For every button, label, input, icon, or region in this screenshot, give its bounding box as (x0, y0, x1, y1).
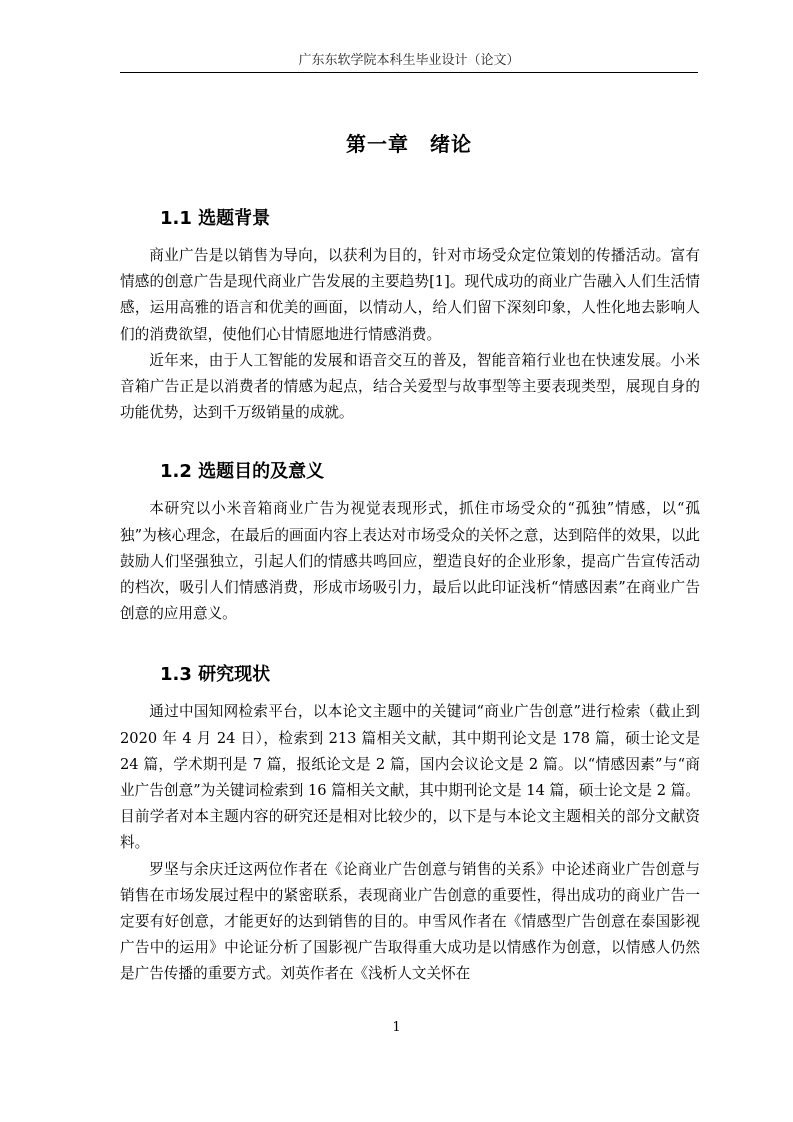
paragraph: 罗坚与余庆迁这两位作者在《论商业广告创意与销售的关系》中论述商业广告创意与销售在市场发展过程中的紧密联系，表现商业广告创意的重要性，得出成功的商业广告一定要有好创意，才能更好的达到销售的目的。申雪风作者在《情感型广告创意在泰国影视广告中的运用》中论证分析了国影视广告取得重大成功是以情感作为创意，以情感人仍然是广告传播的重要方式。刘英作者在《浅析人文关怀在 (120, 860, 700, 983)
header-rule (120, 72, 698, 73)
section-heading-1-3: 1.3 研究现状 (160, 664, 271, 686)
paragraph: 本研究以小米音箱商业广告为视觉表现形式，抓住市场受众的“孤独”情感，以“孤独”为核心理念，在最后的画面内容上表达对市场受众的关怀之意，达到陪伴的效果，以此鼓励人们坚强独立，引起人们的情感共鸣回应，塑造良好的企业形象，提高广告宣传活动的档次，吸引人们情感消费，形成市场吸引力，最后以此印证浅析“情感因素”在商业广告创意的应用意义。 (120, 500, 700, 623)
section-heading-1-2: 1.2 选题目的及意义 (160, 461, 325, 483)
paragraph: 商业广告是以销售为导向，以获利为目的，针对市场受众定位策划的传播活动。富有情感的创意广告是现代商业广告发展的主要趋势[1]。现代成功的商业广告融入人们生活情感，运用高雅的语言和优美的画面，以情动人，给人们留下深刻印象，人性化地去影响人们的消费欲望，使他们心甘情愿地进行情感消费。 (120, 247, 700, 343)
paragraph: 近年来，由于人工智能的发展和语音交互的普及，智能音箱行业也在快速发展。小米音箱广告正是以消费者的情感为起点，结合关爱型与故事型等主要表现类型，展现自身的功能优势，达到千万级销量的成就。 (120, 351, 700, 422)
paragraph: 通过中国知网检索平台，以本论文主题中的关键词“商业广告创意”进行检索（截止到 2020 年 4 月 24 日），检索到 213 篇相关文献，其中期刊论文是 178 篇，硕士论文是 24 篇，学术期刊是 7 篇，报纸论文是 2 篇，国内会议论文是 2 篇。以“情感因素”与“商业广告创意”为关键词检索到 16 篇相关文献，其中期刊论文是 14 篇，硕士论文是 2 篇。目前学者对本主题内容的研究还是相对比较少的，以下是与本论文主题相关的部分文献资料。 (120, 703, 700, 852)
section-heading-1-1: 1.1 选题背景 (160, 208, 271, 229)
chapter-title: 第一章 绪论 (346, 132, 472, 156)
page-header: 广东东软学院本科生毕业设计（论文） (298, 53, 520, 68)
page-number: 1 (392, 1020, 401, 1035)
chapter-content (120, 203, 700, 988)
